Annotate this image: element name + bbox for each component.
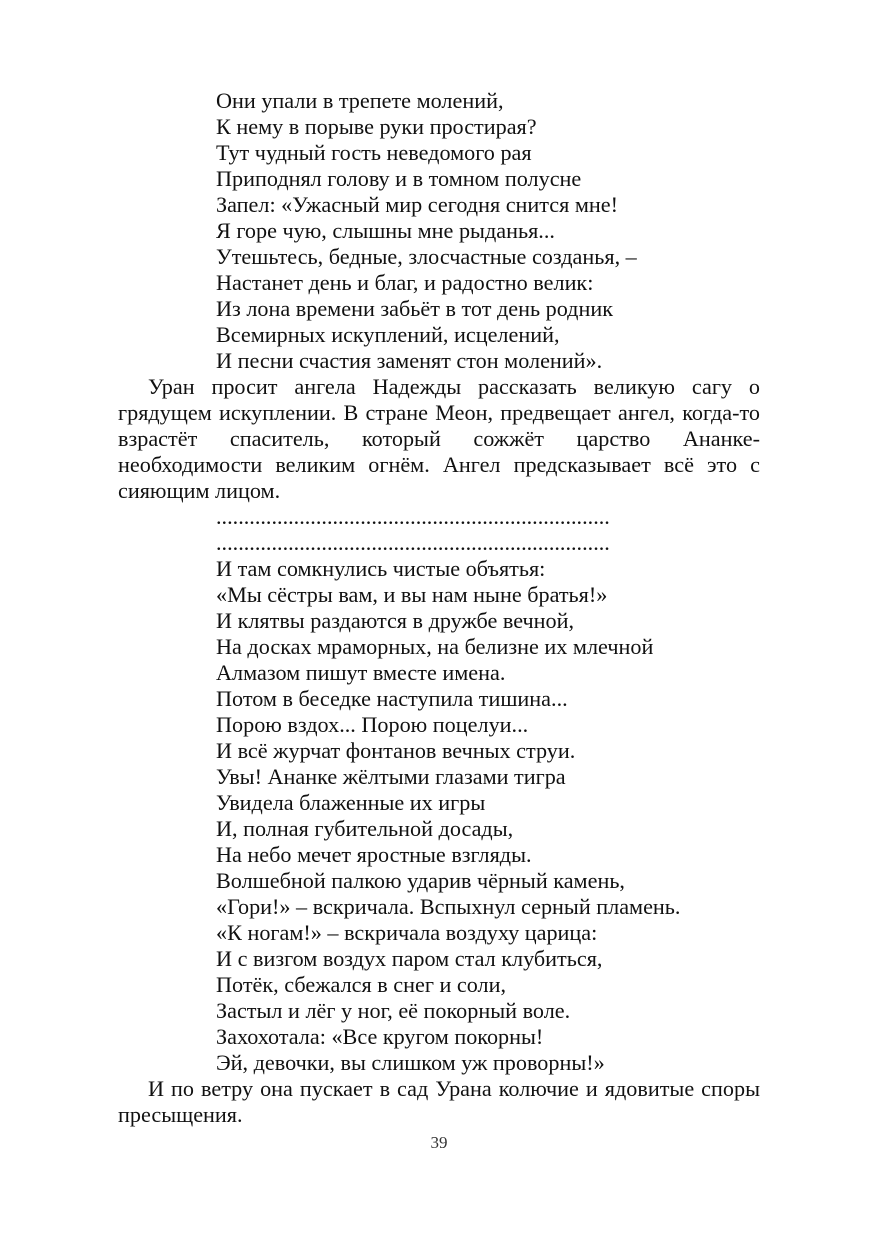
verse-line: «Гори!» – вскричала. Вспыхнул серный пламень. — [216, 894, 681, 919]
verse-line: «К ногам!» – вскричала воздуху царица: — [216, 920, 598, 945]
verse-line: Тут чудный гость неведомого рая — [216, 140, 532, 165]
verse-line: Запел: «Ужасный мир сегодня снится мне! — [216, 192, 619, 217]
verse-line: На небо мечет яростные взгляды. — [216, 842, 532, 867]
prose-paragraph-1: Уран просит ангела Надежды рассказать великую сагу о грядущем искуплении. В стране Меон, предвещает ангел, когда-то взрастёт спаситель, который сожжёт царство Ананке-необходимости великим огнём. Ангел предсказывает всё это с сияющим лицом. — [118, 374, 760, 503]
verse-line: Увидела блаженные их игры — [216, 790, 486, 815]
prose-paragraph-2: И по ветру она пускает в сад Урана колючие и ядовитые споры пресыщения. — [118, 1076, 760, 1127]
verse-line: Захохотала: «Все кругом покорны! — [216, 1024, 544, 1049]
verse-line: Эй, девочки, вы слишком уж проворны!» — [216, 1050, 605, 1075]
verse-line: И там сомкнулись чистые объятья: — [216, 556, 546, 581]
verse-line: Порою вздох... Порою поцелуи... — [216, 712, 529, 737]
ellipsis-line: ....................................................................... — [216, 504, 610, 529]
ellipsis-line: ....................................................................... — [216, 530, 610, 555]
verse-line: Потёк, сбежался в снег и соли, — [216, 972, 507, 997]
verse-line: Застыл и лёг у ног, её покорный воле. — [216, 998, 571, 1023]
page-text — [118, 88, 760, 1128]
verse-line: «Мы сёстры вам, и вы нам ныне братья!» — [216, 582, 608, 607]
verse-line: Настанет день и благ, и радостно велик: — [216, 270, 594, 295]
verse-line: На досках мраморных, на белизне их млечной — [216, 634, 654, 659]
verse-line: И всё журчат фонтанов вечных струи. — [216, 738, 576, 763]
verse-line: Утешьтесь, бедные, злосчастные созданья, – — [216, 244, 637, 269]
verse-line: Я горе чую, слышны мне рыданья... — [216, 218, 555, 243]
verse-line: И песни счастия заменят стон молений». — [216, 348, 603, 373]
verse-line: Они упали в трепете молений, — [216, 88, 504, 113]
verse-line: Потом в беседке наступила тишина... — [216, 686, 568, 711]
verse-line: Волшебной палкою ударив чёрный камень, — [216, 868, 625, 893]
page-number: 39 — [430, 1133, 448, 1152]
verse-line: И, полная губительной досады, — [216, 816, 514, 841]
verse-stanza-1 — [118, 88, 760, 374]
verse-line: К нему в порыве руки простирая? — [216, 114, 537, 139]
verse-line: Приподнял голову и в томном полусне — [216, 166, 582, 191]
verse-line: Из лона времени забьёт в тот день родник — [216, 296, 613, 321]
verse-line: Всемирных искуплений, исцелений, — [216, 322, 560, 347]
verse-line: Алмазом пишут вместе имена. — [216, 660, 506, 685]
verse-stanza-2 — [118, 504, 760, 1076]
verse-line: И клятвы раздаются в дружбе вечной, — [216, 608, 575, 633]
verse-line: И с визгом воздух паром стал клубиться, — [216, 946, 603, 971]
verse-line: Увы! Ананке жёлтыми глазами тигра — [216, 764, 566, 789]
